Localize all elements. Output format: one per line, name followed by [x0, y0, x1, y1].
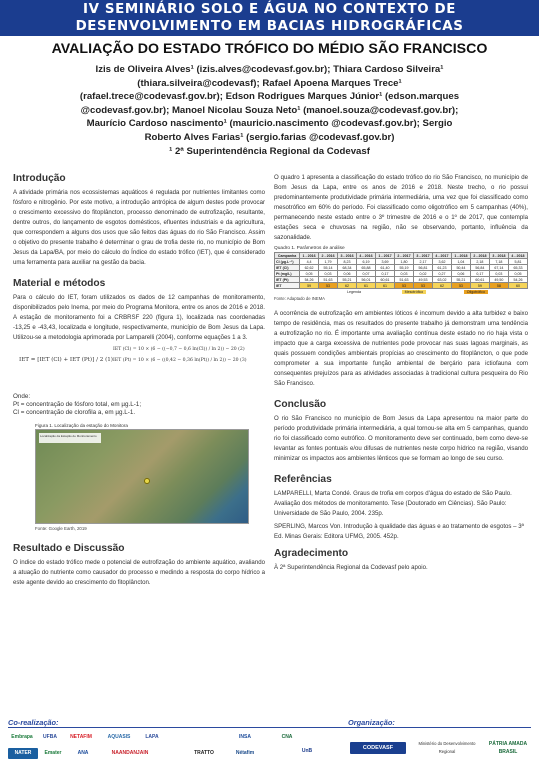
quadro-source: Fonte: Adaptado de INEMA	[274, 296, 325, 301]
table-cell: 56,84	[470, 265, 489, 271]
table-header: 2 - 2017	[395, 253, 414, 259]
tratto-logo: TRATTO	[194, 750, 214, 756]
formulas	[13, 347, 265, 391]
material-heading: Material e métodos	[13, 278, 106, 289]
introducao-heading: Introdução	[13, 173, 66, 184]
onde-cl: Cl = concentração de clorofila a, em µg.L-1.	[13, 409, 136, 416]
table-header: 1 - 2018	[451, 253, 470, 259]
table-cell: 61	[376, 283, 395, 289]
ufba-logo: UFBA	[43, 734, 57, 740]
table-cell: 67,14	[489, 265, 508, 271]
row-label: Pt (mg/L)	[275, 271, 300, 277]
table-cell: 59	[300, 283, 319, 289]
table-cell: 62	[338, 283, 357, 289]
table-cell: 0,05	[508, 271, 527, 277]
footer-divider	[8, 727, 531, 728]
table-cell: 53	[451, 283, 470, 289]
table-cell: 51,63	[319, 277, 338, 283]
onde-pt: Pt = concentração de fósforo total, em µg.L-1;	[13, 401, 142, 408]
conclusao-text: O rio São Francisco no município de Bom Jesus da Lapa apresentou na maior parte do período produtividade primária intermediária, a qual tornou-se alta em 5 campanhas, quando rio foi classificado como eutrófico. O monitoramento deve ser continuado, bem como deve-se levantar as fontes pontuais e/ou difusas de nutrientes neste corpo hídrico na região, visando minimizar os impactos aos ambientes lênticos que se formam ao longo de seu curso.	[274, 415, 528, 462]
organizacao-label: Organização:	[348, 718, 395, 727]
row-label: IET	[275, 283, 300, 289]
table-header: 4 - 2016	[357, 253, 376, 259]
table-cell: 65,88	[357, 265, 376, 271]
table-cell: 61,40	[376, 265, 395, 271]
table-cell: 4,4	[300, 259, 319, 265]
table-cell: 6,19	[357, 259, 376, 265]
table-cell: 61,23	[432, 265, 451, 271]
table-cell: 60,61	[470, 277, 489, 283]
row-label: Cl (µg.L⁻¹)	[275, 259, 300, 265]
row-label: IET (Cl)	[275, 265, 300, 271]
table-cell: 7,18	[489, 259, 508, 265]
quadro-table	[274, 252, 528, 289]
table-cell: 62,62	[300, 265, 319, 271]
emater-logo: Emater	[44, 750, 62, 756]
table-cell: 53	[413, 283, 432, 289]
table-cell: 0,02	[413, 271, 432, 277]
unb-logo: UnB	[301, 748, 313, 754]
table-cell: 59	[470, 283, 489, 289]
table-cell: 50,44	[451, 265, 470, 271]
table-body	[275, 259, 528, 289]
table-cell: 60	[508, 283, 527, 289]
table-header: 3 - 2016	[338, 253, 357, 259]
table-cell: 5,81	[508, 259, 527, 265]
reference-item: LAMPARELLI, Marta Condé. Graus de trofia em corpos d'água do estado de São Paulo. Avaliação dos métodos de monitoramento. Tese (Doutorado em Ciências). São Paulo: Universidade de São Paulo, 2004. 235p.	[274, 490, 512, 517]
cna-logo: CNA	[281, 734, 293, 740]
author-line: (rafael.trece@codevasf.gov.br); Edson Rodrigues Marques Júnior¹ (edson.marques	[79, 91, 460, 103]
table-cell: 0,06	[451, 271, 470, 277]
table-cell: 53	[319, 283, 338, 289]
affiliation: ¹ 2ª Superintendência Regional da Codevasf	[169, 145, 370, 157]
ana-logo: ANA	[77, 750, 89, 756]
table-header: Campanha	[275, 253, 300, 259]
naandanjain-logo: NAANDANJAIN	[111, 750, 149, 756]
resultado-text: O índice do estado trófico mede o potencial de eutrofização do ambiente aquático, avaliando a atuação do nutriente como causador do processo e medindo a resposta do corpo hídrico a este agente devido ao crescimento do fitoplâncton.	[13, 559, 265, 586]
table-cell: 49,53	[413, 277, 432, 283]
table-header: 4 - 2017	[432, 253, 451, 259]
table-cell: 2,17	[413, 259, 432, 265]
netafim-small-logo: Nétafim	[235, 750, 255, 756]
material-text: Para o cálculo do IET, foram utilizados os dados de 12 campanhas de monitoramento, disponibilizados pelo Inema, por meio do Programa Monitora, entre os anos de 2016 e 2018. A estação de monitoramento foi a CRBRSF 220 (figura 1), localizada nas coordenadas -13,25 e -43,43, localizada e longitude, respectivamente, município de Bom Jesus da Lapa. Utilizou-se a metodologia aprimorada por Lamparelli (2004), conforme equações 1 a 3.	[13, 294, 265, 341]
table-cell: 0,03	[395, 271, 414, 277]
insa-logo: INSA	[239, 734, 251, 740]
table-cell: 55,21	[338, 277, 357, 283]
author-line: Izis de Oliveira Alves¹ (izis.alves@codevasf.gov.br); Thiara Cardoso Silveira¹	[95, 64, 444, 75]
table-cell: 55,19	[395, 265, 414, 271]
poster-title: AVALIAÇÃO DO ESTADO TRÓFICO DO MÉDIO SÃO FRANCISCO	[51, 41, 488, 57]
table-cell: 53	[395, 283, 414, 289]
codevasf-logo: CODEVASF	[350, 742, 406, 754]
table-header: 2 - 2016	[319, 253, 338, 259]
author-line: Roberto Alves Farias¹ (sergio.farias @codevasf.gov.br)	[144, 131, 395, 143]
event-title-line2: DESENVOLVIMENTO EM BACIAS HIDROGRÁFICAS	[75, 19, 464, 34]
station-marker-icon	[144, 478, 150, 484]
legend-oligotrofico: Oligotrófico	[464, 290, 488, 294]
right-column	[274, 173, 528, 573]
formula-group	[113, 347, 263, 369]
quadro-title: Quadro 1. Parâmetros de análise	[274, 246, 345, 251]
corealizacao-label: Co-realização:	[8, 718, 59, 727]
table-cell: 0,03	[489, 271, 508, 277]
left-column	[13, 173, 265, 588]
table-cell: 3,62	[432, 259, 451, 265]
reference-item: SPERLING, Marcos Von. Introdução à qualidade das águas e ao tratamento de esgotos – 3ª Ed. Minas Gerais: Editora UFMG, 2005. 452p.	[274, 523, 524, 540]
table-cell: 0,07	[357, 271, 376, 277]
table-cell: 0,27	[432, 271, 451, 277]
table-cell: 49,50	[489, 277, 508, 283]
nater-logo: NATER	[8, 748, 38, 759]
table-cell: 54,26	[300, 277, 319, 283]
formula-iet-pt: IET (Pt) = 10 × (6 − ((0,42 − 0,36 ln(Pt)) / ln 2)) − 20 (3)	[113, 358, 247, 363]
author-line: (thiara.silveira@codevasf); Rafael Apoena Marques Trece¹	[137, 77, 402, 89]
lapa-logo: LAPA	[145, 734, 159, 740]
table-header: 2 - 2018	[470, 253, 489, 259]
table-cell: 0,17	[376, 271, 395, 277]
authors-block	[6, 63, 533, 158]
table-cell: 0,05	[300, 271, 319, 277]
table-cell: 56,81	[413, 265, 432, 271]
table-header: 1 - 2016	[300, 253, 319, 259]
table-cell: 68,34	[338, 265, 357, 271]
map-label: Localização da Estação de Monitoramento	[39, 433, 101, 443]
agradecimento-heading: Agradecimento	[274, 548, 349, 559]
table-cell: 58	[489, 283, 508, 289]
agradecimento-text: À 2ª Superintendência Regional da Codevasf pelo apoio.	[274, 564, 428, 571]
footer	[0, 718, 539, 768]
table-header: 1 - 2017	[376, 253, 395, 259]
ministerio-logo: Ministério do Desenvolvimento Regional	[418, 741, 476, 754]
table-header: 3 - 2017	[413, 253, 432, 259]
table-header: 3 - 2018	[489, 253, 508, 259]
table-cell: 55,21	[451, 277, 470, 283]
table-cell: 8,23	[338, 259, 357, 265]
introducao-text: A atividade primária nos ecossistemas aquáticos é regulada por nutrientes limitantes como fósforo e nitrogênio. Por este motivo, a introdução antrópica de algum destes pode provocar o crescimento excessivo do fitoplâncton, processo denominado de eutrofização, resultante, dentre outros, do lançamento de esgotos domésticos, efluentes industriais e da agricultura, que correspondem a alguns dos usos que são feitos das águas do rio São Francisco. Assim o objetivo do presente trabalho é determinar o grau de trofia deste rio, no município de Bom Jesus da Lapa/BA, por meio do cálculo do Índice do estado trófico (IET), que é considerado uma ferramenta para auxiliar na gestão da bacia.	[13, 189, 265, 266]
references-list	[274, 489, 528, 542]
table-cell: 55,14	[319, 265, 338, 271]
table-cell: 63,02	[432, 277, 451, 283]
table-cell: 60,61	[376, 277, 395, 283]
table-cell: 54,26	[508, 277, 527, 283]
table-cell: 62	[432, 283, 451, 289]
table-cell: 1,80	[395, 259, 414, 265]
author-line: Maurício Cardoso nascimento¹ (mauricio.nascimento @codevasf.gov.br); Sergio	[86, 118, 453, 130]
event-title-line1: IV SEMINÁRIO SOLO E ÁGUA NO CONTEXTO DE	[83, 2, 456, 17]
conclusao-heading: Conclusão	[274, 399, 327, 410]
netafim-logo: NETAFIM	[70, 734, 92, 740]
referencias-heading: Referências	[274, 474, 332, 485]
formula-iet-cl: IET (Cl) = 10 × (6 − ((−0,7 − 0,6 ln(Cl)) / ln 2)) − 20 (2)	[113, 347, 245, 352]
table-cell: 1,79	[319, 259, 338, 265]
table-cell: 0,17	[470, 271, 489, 277]
table-header: 4 - 2018	[508, 253, 527, 259]
quadro-intro-text: O quadro 1 apresenta a classificação do estado trófico do rio São Francisco, no município de Bom Jesus da Lapa, entre os anos de 2016 e 2018. Neste trecho, o rio possui predominantemente produtividade primária intermediária, uma vez que foi classificado como mesotrófico em 60% do período. Foi classificado como oligotrófico em 5 campanhas (40%), permanecendo neste estado entre o 3º trimestre de 2016 e o 1º de 2017, que contempla estações seca e chuvosas na região, não se observando, portanto, influência da sazonalidade.	[274, 174, 528, 241]
aquasis-logo: AQUASIS	[107, 734, 131, 740]
table-cell: 61	[357, 283, 376, 289]
resultado-heading: Resultado e Discussão	[13, 543, 125, 554]
table-row	[275, 283, 528, 289]
table-cell: 1,04	[451, 259, 470, 265]
legend-label: Legenda	[347, 290, 361, 294]
row-label: IET (Pt)	[275, 277, 300, 283]
table-cell: 3,69	[376, 259, 395, 265]
formula-iet: IET = [IET (Cl) + IET (Pt)] / 2 (1)	[19, 357, 113, 363]
variable-definitions	[13, 393, 265, 417]
author-line: @codevasf.gov.br); Manoel Nicolau Souza Neto¹ (manoel.souza@codevasf.gov.br);	[80, 104, 459, 116]
embrapa-logo: Embrapa	[11, 734, 33, 740]
onde-label: Onde:	[13, 393, 31, 400]
table-cell: 2,18	[470, 259, 489, 265]
table-cell: 0,03	[319, 271, 338, 277]
table-cell: 56,01	[357, 277, 376, 283]
brasil-logo: PÁTRIA AMADA BRASIL	[488, 741, 528, 755]
figure-caption: Figura 1. Localização da estação do Monitora	[35, 423, 128, 428]
discussao-text: A ocorrência de eutrofização em ambientes lóticos é incomum devido a alta turbidez e baixo tempo de residência, mas os resultados do presente trabalho já demonstram uma tendência a eutrofização no rio. É importante uma avaliação contínua deste estado no rio haja vista o impacto que a carga excessiva de nutrientes pode provocar nas suas lagoas marginais, as quais possuem condições ambientais propícias ao crescimento do fitoplâncton, o que pode comprometer a sua importante função ambiental de berçário para ictiofauna com consequentes prejuízos para as atividades associadas à tradicional cultura pesqueira do Rio São Francisco.	[274, 310, 528, 387]
quadro-legend	[274, 290, 528, 294]
table-cell: 65,33	[508, 265, 527, 271]
figure-source: Fonte: Google Earth, 2019	[35, 526, 87, 531]
event-banner	[0, 0, 539, 36]
satellite-map-image	[35, 429, 249, 524]
table-cell: 51,63	[395, 277, 414, 283]
table-cell: 0,06	[338, 271, 357, 277]
legend-mesotrofico: Mesotrófico	[402, 290, 427, 294]
